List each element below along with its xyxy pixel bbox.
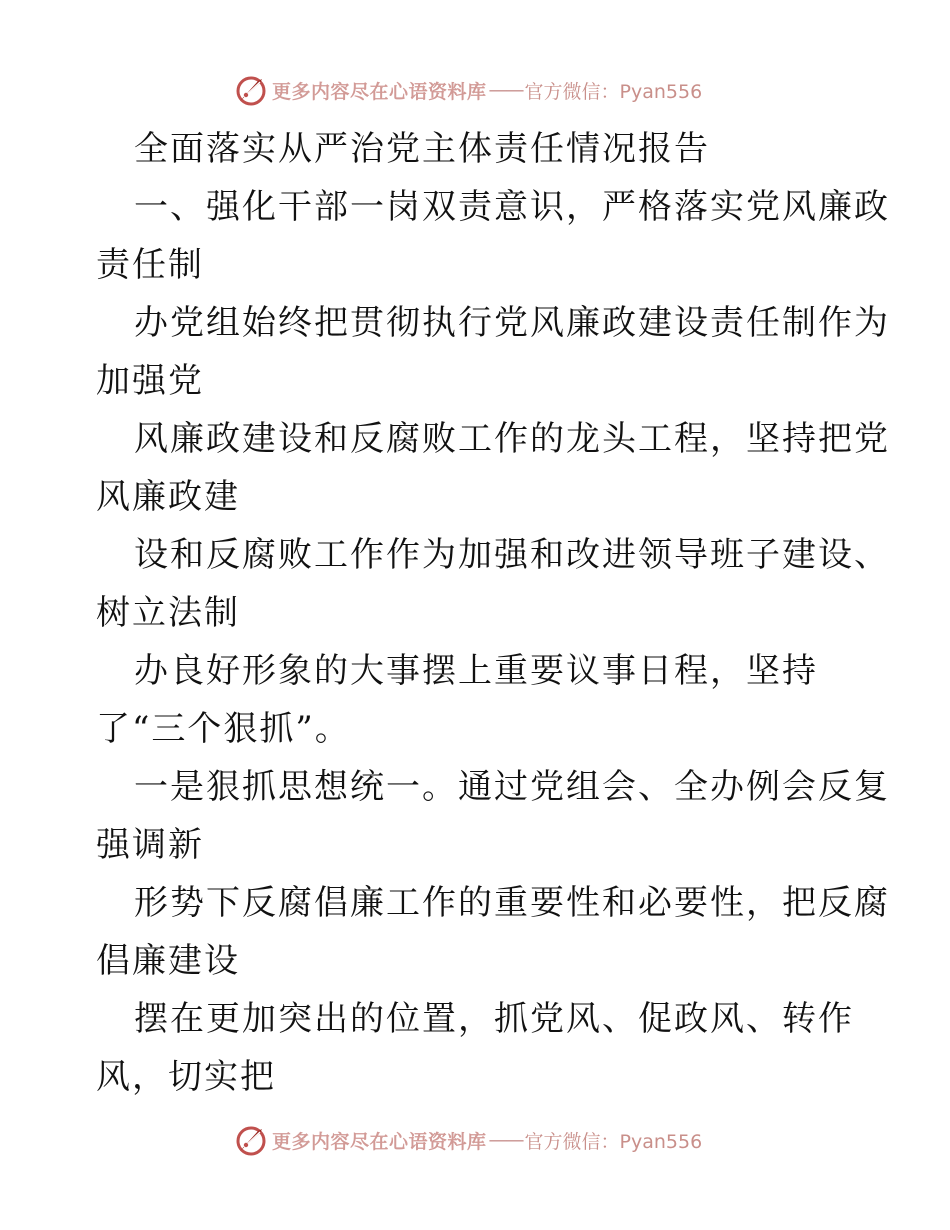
watermark-dash: —— [488, 79, 523, 101]
text-line: 一、强化干部一岗双责意识，严格落实党风廉政 [134, 187, 890, 227]
text-line: 倡廉建设 [96, 941, 240, 981]
header-watermark [234, 72, 714, 108]
text-line: 摆在更加突出的位置，抓党风、促政风、转作 [134, 999, 854, 1039]
text-line: 办党组始终把贯彻执行党风廉政建设责任制作为 [134, 303, 890, 343]
text-line: 树立法制 [96, 593, 240, 633]
text-line: 办良好形象的大事摆上重要议事日程，坚持 [134, 651, 818, 691]
watermark-contact: 官方微信：Pyan556 [524, 80, 703, 103]
text-line: 加强党 [96, 361, 204, 401]
watermark-brand: 更多内容尽在心语资料库 [272, 1130, 487, 1153]
document-title: 全面落实从严治党主体责任情况报告 [134, 129, 710, 169]
watermark-dash: —— [488, 1129, 523, 1151]
watermark-contact: 官方微信：Pyan556 [524, 1130, 703, 1153]
text-line: 一是狠抓思想统一。通过党组会、全办例会反复 [134, 767, 890, 807]
text-line: 风廉政建 [96, 477, 240, 517]
quill-pen-logo-icon [234, 1123, 268, 1157]
text-line: 形势下反腐倡廉工作的重要性和必要性，把反腐 [134, 883, 890, 923]
document-body [96, 120, 890, 1106]
text-line: 责任制 [96, 245, 204, 285]
text-line: 了“三个狠抓”。 [96, 709, 351, 749]
text-line: 强调新 [96, 825, 204, 865]
quill-pen-logo-icon [234, 73, 268, 107]
footer-watermark [234, 1122, 714, 1158]
text-line: 风廉政建设和反腐败工作的龙头工程，坚持把党 [134, 419, 890, 459]
text-line: 风，切实把 [96, 1057, 276, 1097]
watermark-brand: 更多内容尽在心语资料库 [272, 80, 487, 103]
text-line: 设和反腐败工作作为加强和改进领导班子建设、 [134, 535, 890, 575]
